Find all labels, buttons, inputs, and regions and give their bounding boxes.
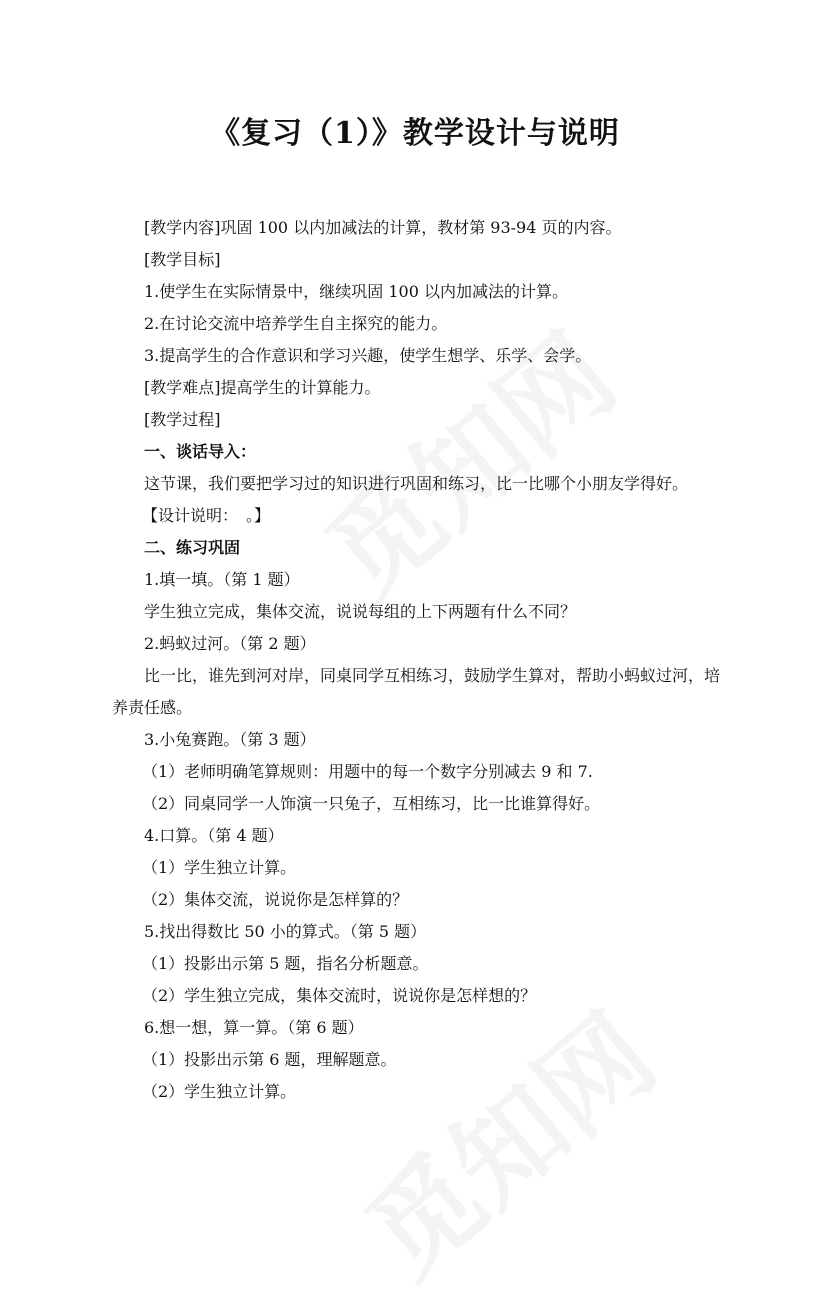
exercise-text: 比一比，谁先到河对岸，同桌同学互相练习，鼓励学生算对，帮助小蚂蚁过河，培养责任感。 — [112, 666, 721, 717]
paragraph-teaching-content: [教学内容]巩固 100 以内加减法的计算，教材第 93-94 页的内容。 — [144, 218, 622, 237]
exercise-step: （1）学生独立计算。 — [142, 858, 297, 877]
document-title: 《复习（1）》教学设计与说明 — [210, 116, 620, 151]
goal-item: 3.提高学生的合作意识和学习兴趣，使学生想学、乐学、会学。 — [144, 346, 592, 365]
exercise-heading: 3.小兔赛跑。（第 3 题） — [144, 730, 316, 749]
exercise-step: （2）集体交流，说说你是怎样算的？ — [142, 890, 409, 909]
exercise-step: （2）学生独立完成，集体交流时，说说你是怎样想的？ — [142, 986, 537, 1005]
paragraph-teaching-difficulty: [教学难点]提高学生的计算能力。 — [144, 378, 381, 397]
heading-teaching-goals: [教学目标] — [144, 250, 221, 269]
section-heading-intro: 一、谈话导入： — [144, 442, 257, 461]
exercise-heading: 5.找出得数比 50 小的算式。（第 5 题） — [144, 922, 427, 941]
exercise-step: （2）同桌同学一人饰演一只兔子，互相练习，比一比谁算得好。 — [142, 794, 601, 813]
exercise-step: （1）老师明确笔算规则：用题中的每一个数字分别减去 9 和 7. — [142, 762, 593, 781]
goal-item: 2.在讨论交流中培养学生自主探究的能力。 — [144, 314, 448, 333]
exercise-heading: 1.填一填。（第 1 题） — [144, 570, 300, 589]
heading-teaching-process: [教学过程] — [144, 410, 221, 429]
exercise-step: （2）学生独立计算。 — [142, 1082, 297, 1101]
exercise-heading: 2.蚂蚁过河。（第 2 题） — [144, 634, 316, 653]
exercise-text: 学生独立完成，集体交流，说说每组的上下两题有什么不同？ — [144, 602, 577, 621]
exercise-heading: 6.想一想，算一算。（第 6 题） — [144, 1018, 364, 1037]
exercise-heading: 4.口算。（第 4 题） — [144, 826, 284, 845]
design-note: 【设计说明： 。】 — [142, 506, 271, 525]
section-heading-practice: 二、练习巩固 — [144, 538, 241, 557]
document-body — [112, 212, 722, 1108]
paragraph-intro: 这节课，我们要把学习过的知识进行巩固和练习，比一比哪个小朋友学得好。 — [144, 474, 689, 493]
exercise-step: （1）投影出示第 6 题，理解题意。 — [142, 1050, 397, 1069]
goal-item: 1.使学生在实际情景中，继续巩固 100 以内加减法的计算。 — [144, 282, 568, 301]
exercise-step: （1）投影出示第 5 题，指名分析题意。 — [142, 954, 429, 973]
